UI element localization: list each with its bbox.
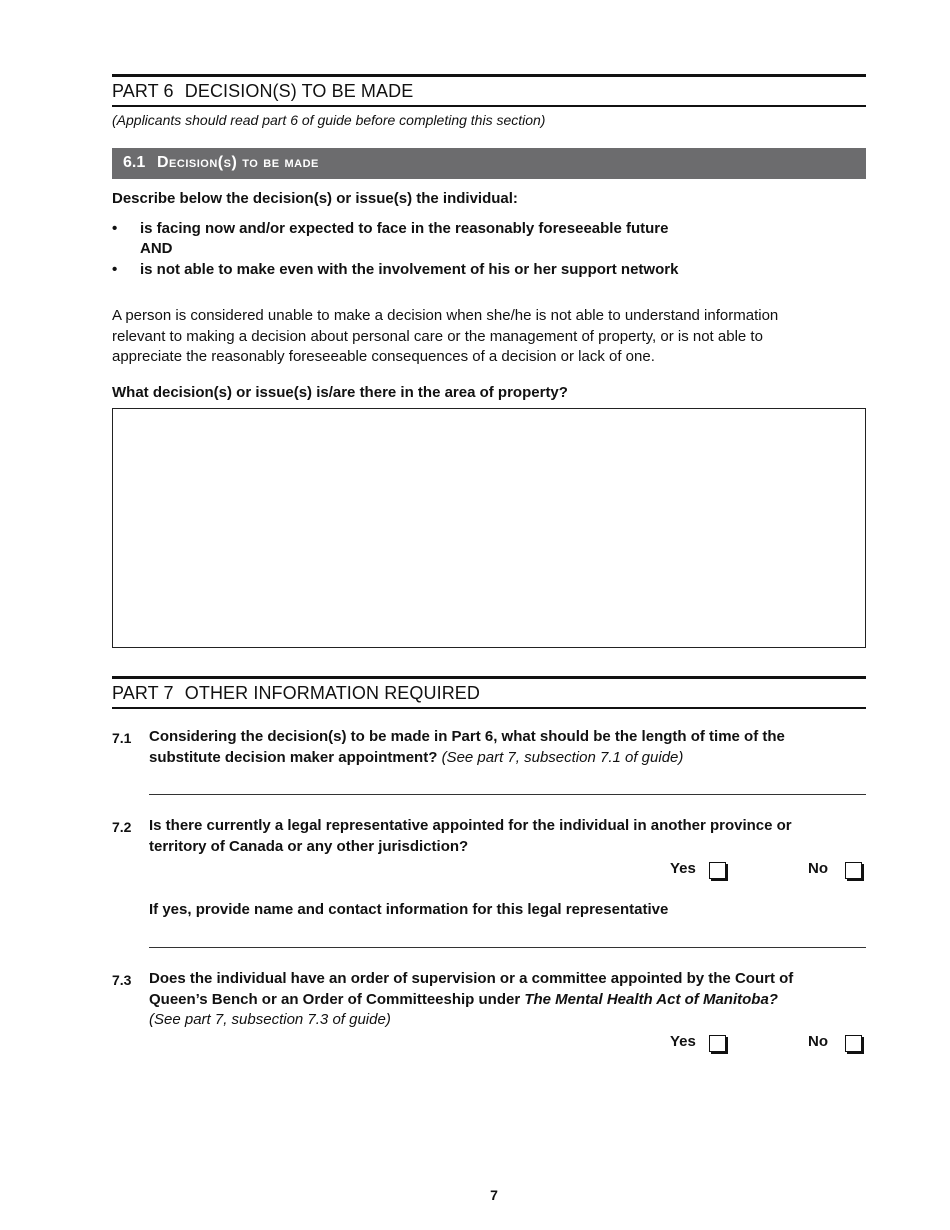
q7-2-yes-checkbox[interactable] <box>709 862 726 879</box>
q7-3-number: 7.3 <box>112 972 132 988</box>
part6-top-rule <box>112 74 866 77</box>
q7-2-no-label: No <box>808 860 828 877</box>
part7-title: OTHER INFORMATION REQUIRED <box>184 683 481 703</box>
q7-3-line-3 <box>149 1010 839 1031</box>
bullet-text-1: is facing now and/or expected to face in the reasonably foreseeable future <box>140 220 669 237</box>
property-question: What decision(s) or issue(s) is/are there in the area of property? <box>112 384 568 401</box>
q7-3-yes-label: Yes <box>670 1033 696 1050</box>
q7-1-line-1: Considering the decision(s) to be made in Part 6, what should be the length of time of the <box>149 728 785 745</box>
q7-2-yes-label: Yes <box>670 860 696 877</box>
q7-3-line-2 <box>149 990 839 1011</box>
definition-paragraph <box>112 306 872 368</box>
q7-1-answer-line[interactable] <box>149 794 866 795</box>
bullet-text-2: is not able to make even with the involvement of his or her support network <box>140 261 679 278</box>
section-6-1-header <box>112 148 866 179</box>
part6-heading <box>112 81 413 102</box>
q7-1-guide-ref: (See part 7, subsection 7.1 of guide) <box>441 748 684 766</box>
q7-3-yes-checkbox[interactable] <box>709 1035 726 1052</box>
q7-1-number: 7.1 <box>112 730 132 746</box>
q7-2-line-2: territory of Canada or any other jurisdiction? <box>149 837 469 855</box>
section-6-1-number: 6.1 <box>123 154 146 171</box>
q7-1-line-2-bold: substitute decision maker appointment? <box>149 748 438 766</box>
part7-number: PART 7 <box>112 683 174 703</box>
part6-note: (Applicants should read part 6 of guide before completing this section) <box>112 112 546 128</box>
definition-line-1: A person is considered unable to make a decision when she/he is not able to understand information <box>112 307 779 324</box>
q7-2-no-checkbox[interactable] <box>845 862 862 879</box>
section-6-1-title: Decision(s) to be made <box>157 154 319 171</box>
q7-1-line-2 <box>149 748 839 769</box>
bullet-item-1 <box>112 219 866 239</box>
bullet-symbol: • <box>112 220 118 237</box>
q7-2-answer-line[interactable] <box>149 947 866 948</box>
q7-2-text <box>149 816 839 857</box>
q7-3-no-label: No <box>808 1033 828 1050</box>
part6-bottom-rule <box>112 105 866 107</box>
q7-3-guide-ref: (See part 7, subsection 7.3 of guide) <box>149 1011 391 1028</box>
bullet-symbol: • <box>112 261 118 278</box>
property-answer-box[interactable] <box>112 408 866 648</box>
bullet-connector: AND <box>140 240 173 257</box>
q7-2-number: 7.2 <box>112 819 132 835</box>
page-number: 7 <box>490 1187 498 1203</box>
part7-heading <box>112 683 480 704</box>
q7-3-act-name: The Mental Health Act of Manitoba? <box>524 990 778 1008</box>
describe-label: Describe below the decision(s) or issue(s) the individual: <box>112 190 518 207</box>
q7-3-text <box>149 969 839 1031</box>
definition-line-3: appreciate the reasonably foreseeable consequences of a decision or lack of one. <box>112 348 655 365</box>
part6-title: DECISION(S) TO BE MADE <box>184 81 414 101</box>
q7-2-line-1: Is there currently a legal representative appointed for the individual in another province or <box>149 817 792 834</box>
part7-bottom-rule <box>112 707 866 709</box>
q7-1-text <box>149 727 839 768</box>
q7-3-line-1: Does the individual have an order of supervision or a committee appointed by the Court of <box>149 970 794 987</box>
q7-3-line-2-bold: Queen’s Bench or an Order of Committeeship under <box>149 990 521 1008</box>
part6-number: PART 6 <box>112 81 174 101</box>
definition-line-2: relevant to making a decision about personal care or the management of property, or is not able to <box>112 327 763 345</box>
bullet-item-2 <box>112 260 866 280</box>
q7-3-no-checkbox[interactable] <box>845 1035 862 1052</box>
part7-top-rule <box>112 676 866 679</box>
q7-2-followup: If yes, provide name and contact information for this legal representative <box>149 901 669 918</box>
